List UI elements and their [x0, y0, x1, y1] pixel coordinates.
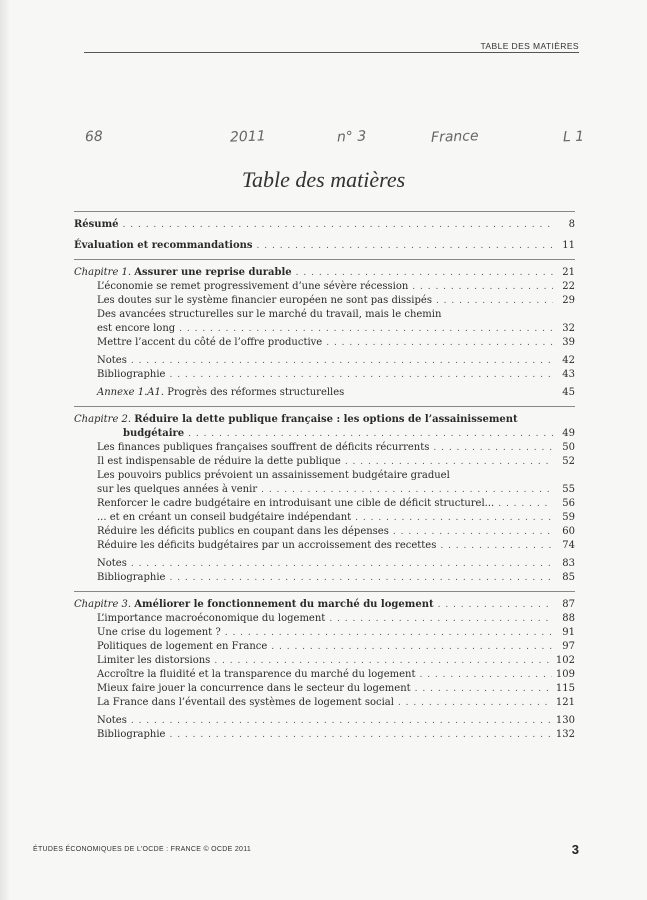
- chapter-title: Réduire la dette publique française : les options de l’assainissement: [134, 414, 518, 425]
- divider: [74, 259, 575, 261]
- dot-leader: [169, 571, 553, 585]
- toc-page: 42: [562, 355, 575, 366]
- toc-label: Bibliographie: [97, 572, 166, 583]
- handwritten-number: 68: [84, 128, 104, 146]
- toc-page: 109: [555, 669, 575, 680]
- chapter-title-cont: budgétaire: [123, 428, 185, 439]
- toc-label: L’importance macroéconomique du logement: [97, 613, 326, 624]
- toc-page: 91: [562, 627, 575, 638]
- page-title: Table des matières: [241, 167, 406, 192]
- page-number: 3: [571, 842, 579, 857]
- chapter-title: Assurer une reprise durable: [134, 267, 292, 278]
- toc-label: Politiques de logement en France: [97, 641, 268, 652]
- toc-page: 60: [562, 526, 575, 537]
- dot-leader: [433, 441, 553, 455]
- toc-entry[interactable]: [74, 682, 575, 696]
- toc-entry-evaluation[interactable]: [74, 239, 575, 253]
- dot-leader: [225, 626, 553, 640]
- toc-label-line1: Les pouvoirs publics prévoient un assainissement budgétaire graduel: [97, 470, 450, 481]
- toc-label: Limiter les distorsions: [97, 655, 211, 666]
- dot-leader: [188, 427, 553, 441]
- toc-label: Notes: [97, 355, 127, 366]
- toc-entry-bibliography[interactable]: [74, 728, 575, 742]
- toc-page: 11: [562, 240, 575, 251]
- dot-leader: [131, 354, 553, 368]
- chapter-title: Améliorer le fonctionnement du marché du logement: [134, 599, 434, 610]
- dot-leader: [438, 598, 553, 612]
- toc-entry[interactable]: [74, 539, 575, 553]
- toc-page: 32: [562, 323, 575, 334]
- handwritten-issue: n° 3: [336, 128, 367, 146]
- toc-page: 52: [562, 456, 575, 467]
- toc-chapter-3[interactable]: [74, 598, 575, 612]
- toc-chapter-2[interactable]: [74, 427, 575, 441]
- dot-leader: [436, 294, 553, 308]
- page-footer: ÉTUDES ÉCONOMIQUES DE L’OCDE : FRANCE © OCDE 2011: [33, 846, 252, 853]
- toc-entry[interactable]: [74, 336, 575, 350]
- toc-entry[interactable]: [74, 654, 575, 668]
- dot-leader: [415, 682, 552, 696]
- toc-label: La France dans l’éventail des systèmes de logement social: [97, 697, 394, 708]
- toc-chapter-1[interactable]: [74, 266, 575, 280]
- toc-entry[interactable]: [74, 626, 575, 640]
- toc-label-line1: Des avancées structurelles sur le marché du travail, mais le chemin: [97, 309, 442, 320]
- toc-label: Il est indispensable de réduire la dette publique: [97, 456, 341, 467]
- chapter-prefix: Chapitre 1.: [74, 267, 132, 278]
- toc-page: 83: [562, 558, 575, 569]
- dot-leader: [257, 239, 553, 253]
- toc-entry-notes[interactable]: [74, 354, 575, 368]
- handwritten-annotations: [85, 123, 605, 153]
- toc-entry[interactable]: [74, 612, 575, 626]
- header-rule: [84, 52, 579, 53]
- dot-leader: [440, 539, 553, 553]
- toc-label: Bibliographie: [97, 369, 166, 380]
- annex-prefix: Annexe 1.A1.: [97, 387, 165, 398]
- dot-leader: [131, 714, 552, 728]
- toc-label: Accroître la fluidité et la transparence du marché du logement: [97, 669, 416, 680]
- dot-leader: [169, 728, 551, 742]
- toc-page: 21: [562, 267, 575, 278]
- toc-label: est encore long: [97, 323, 176, 334]
- toc-page: 22: [562, 281, 575, 292]
- toc-page: 130: [555, 715, 575, 726]
- divider: [74, 406, 575, 408]
- toc-entry-bibliography[interactable]: [74, 571, 575, 585]
- toc-entry[interactable]: [74, 455, 575, 469]
- handwritten-year: 2011: [229, 128, 266, 146]
- toc-label: Réduire les déficits budgétaires par un accroissement des recettes: [97, 540, 437, 551]
- toc-page: 50: [562, 442, 575, 453]
- dot-leader: [296, 266, 553, 280]
- toc-entry-resume[interactable]: [74, 218, 575, 232]
- toc-entry[interactable]: [74, 696, 575, 710]
- toc-label: Progrès des réformes structurelles: [167, 387, 345, 398]
- dot-leader: [355, 511, 553, 525]
- dot-leader: [271, 640, 553, 654]
- toc-page: 43: [562, 369, 575, 380]
- toc-entry[interactable]: [74, 322, 575, 336]
- running-head: TABLE DES MATIÈRES: [480, 41, 579, 51]
- dot-leader: [412, 280, 553, 294]
- toc-page: 45: [562, 387, 575, 398]
- dot-leader: [169, 368, 553, 382]
- toc-entry[interactable]: [74, 441, 575, 455]
- toc-page: 74: [562, 540, 575, 551]
- chapter-prefix: Chapitre 2.: [74, 414, 132, 425]
- toc-page: 87: [562, 599, 575, 610]
- handwritten-code: L 1: [562, 128, 585, 146]
- divider: [74, 591, 575, 593]
- dot-leader: [326, 336, 553, 350]
- toc-page: 59: [562, 512, 575, 523]
- toc-label: Résumé: [74, 219, 119, 230]
- toc-label: sur les quelques années à venir: [97, 484, 258, 495]
- toc-page: 88: [562, 613, 575, 624]
- handwritten-country: France: [430, 128, 479, 146]
- dot-leader: [393, 525, 553, 539]
- toc-page: 56: [562, 498, 575, 509]
- toc-entry[interactable]: [74, 668, 575, 682]
- toc-page: 121: [555, 697, 575, 708]
- toc-entry[interactable]: [74, 497, 575, 511]
- toc-label: Bibliographie: [97, 729, 166, 740]
- toc-page: 29: [562, 295, 575, 306]
- toc-entry-bibliography[interactable]: [74, 368, 575, 382]
- toc-page: 97: [562, 641, 575, 652]
- divider: [74, 211, 575, 213]
- toc-page: 8: [568, 219, 575, 230]
- toc-entry[interactable]: [74, 640, 575, 654]
- toc-label: Les doutes sur le système financier européen ne sont pas dissipés: [97, 295, 432, 306]
- toc-label: L’économie se remet progressivement d’une sévère récession: [97, 281, 409, 292]
- toc-page: 49: [562, 428, 575, 439]
- dot-leader: [419, 668, 551, 682]
- toc-label: Une crise du logement ?: [97, 627, 221, 638]
- toc-page: 55: [562, 484, 575, 495]
- dot-leader: [261, 483, 553, 497]
- toc-entry-annex[interactable]: [74, 386, 575, 400]
- toc-chapter-2-line1[interactable]: [74, 413, 575, 427]
- toc-entry[interactable]: [74, 280, 575, 294]
- toc-label: Notes: [97, 558, 127, 569]
- table-of-contents: [74, 205, 575, 742]
- toc-label: Mieux faire jouer la concurrence dans le secteur du logement: [97, 683, 411, 694]
- toc-label: Notes: [97, 715, 127, 726]
- dot-leader: [329, 612, 553, 626]
- toc-entry-notes[interactable]: [74, 557, 575, 571]
- dot-leader: [345, 455, 553, 469]
- toc-page: 39: [562, 337, 575, 348]
- toc-entry[interactable]: [74, 294, 575, 308]
- dot-leader: [398, 696, 552, 710]
- toc-entry[interactable]: [74, 525, 575, 539]
- toc-label: Réduire les déficits publics en coupant dans les dépenses: [97, 526, 389, 537]
- dot-leader: [214, 654, 552, 668]
- toc-label: Les finances publiques françaises souffrent de déficits récurrents: [97, 442, 430, 453]
- toc-entry[interactable]: [74, 511, 575, 525]
- dot-leader: [498, 497, 553, 511]
- toc-label: ... et en créant un conseil budgétaire indépendant: [97, 512, 352, 523]
- toc-entry[interactable]: [74, 483, 575, 497]
- toc-label: Évaluation et recommandations: [74, 240, 253, 251]
- chapter-prefix: Chapitre 3.: [74, 599, 132, 610]
- dot-leader: [123, 218, 553, 232]
- toc-page: 115: [555, 683, 575, 694]
- page-edge-shadow: [0, 0, 10, 900]
- toc-page: 85: [562, 572, 575, 583]
- toc-entry-notes[interactable]: [74, 714, 575, 728]
- toc-page: 132: [555, 729, 575, 740]
- dot-leader: [179, 322, 553, 336]
- toc-page: 102: [555, 655, 575, 666]
- dot-leader: [131, 557, 553, 571]
- toc-label: Renforcer le cadre budgétaire en introduisant une cible de déficit structurel...: [97, 498, 495, 509]
- toc-label: Mettre l’accent du côté de l’offre productive: [97, 337, 323, 348]
